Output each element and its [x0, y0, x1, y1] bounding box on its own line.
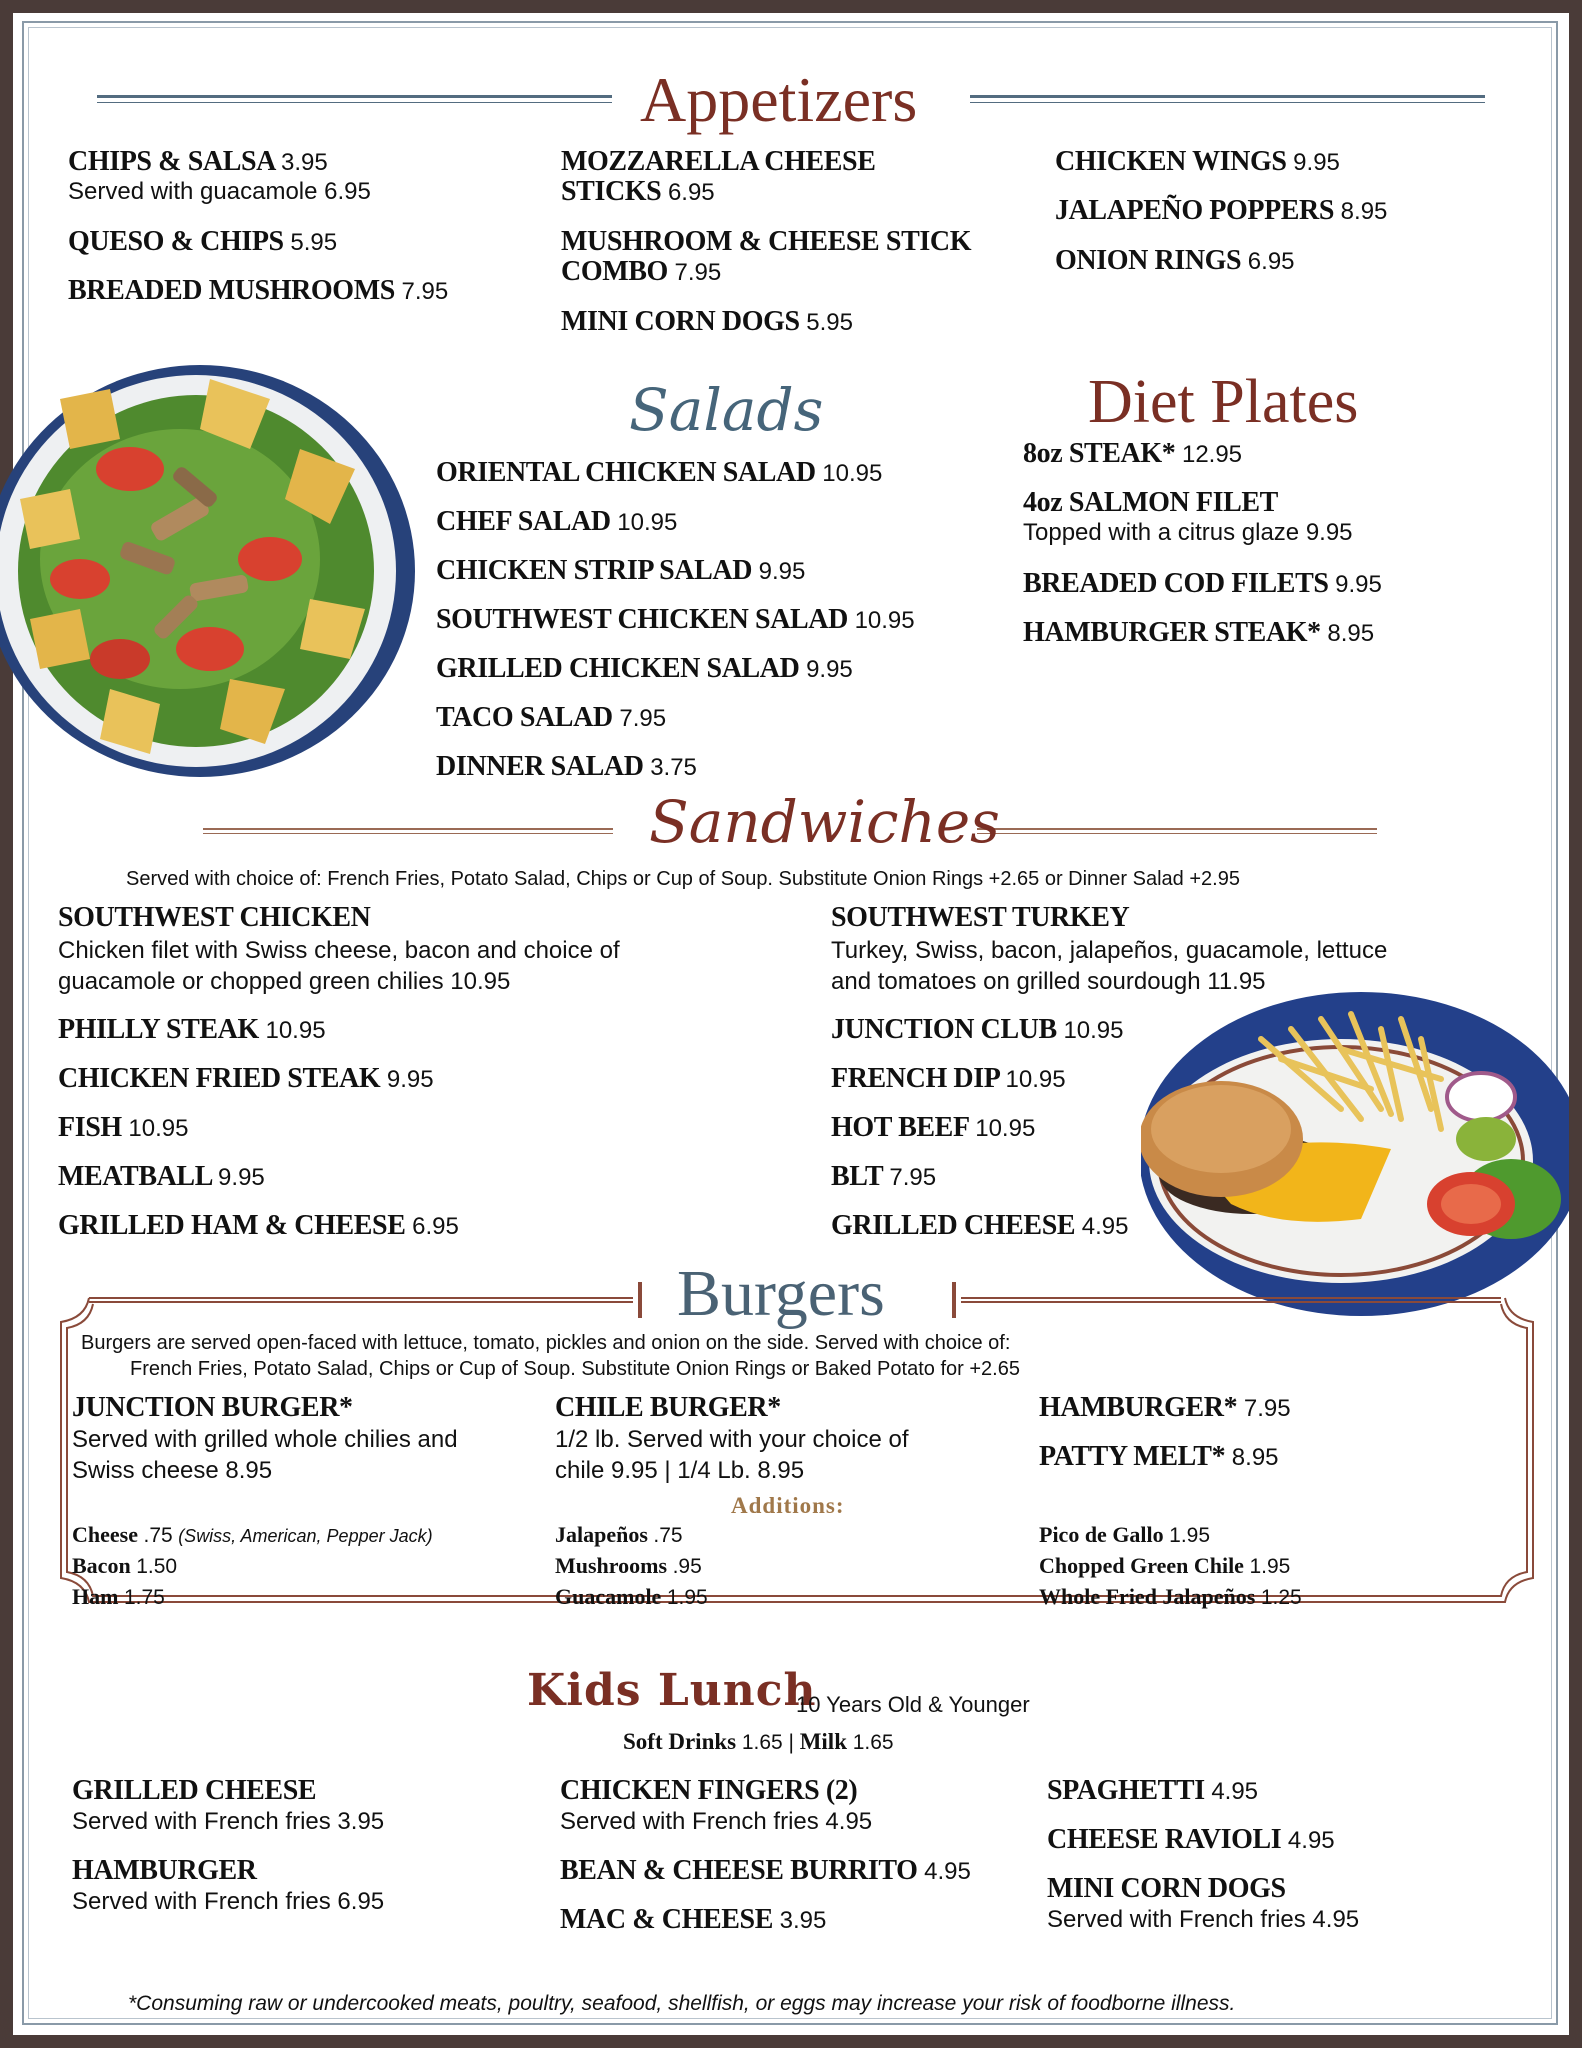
item-description: guacamole or chopped green chilies 10.95 [58, 968, 511, 995]
item-description: chile 9.95 | 1/4 Lb. 8.95 [555, 1457, 805, 1484]
item-description: Swiss cheese 8.95 [72, 1457, 273, 1484]
item-description: Served with guacamole 6.95 [68, 178, 371, 205]
item-description: Served with grilled whole chilies and [72, 1426, 458, 1453]
item-description: Served with French fries 3.95 [72, 1808, 385, 1835]
menu-item: MOZZARELLA CHEESE [561, 146, 876, 177]
sandwiches-rule-right [977, 828, 1377, 834]
menu-item: CHICKEN STRIP SALAD 9.95 [436, 555, 806, 586]
menu-item: SOUTHWEST TURKEY [831, 902, 1130, 933]
menu-item: MUSHROOM & CHEESE STICK [561, 226, 972, 257]
menu-item: HAMBURGER* 7.95 [1039, 1392, 1291, 1423]
menu-item: PHILLY STEAK 10.95 [58, 1014, 326, 1045]
item-description: Chicken filet with Swiss cheese, bacon and choice of [58, 937, 620, 964]
menu-item: CHICKEN FRIED STEAK 9.95 [58, 1063, 434, 1094]
kids-drinks: Soft Drinks 1.65 | Milk 1.65 [623, 1729, 894, 1754]
sandwiches-heading: Sandwiches [649, 788, 1000, 856]
kids-lunch-heading: Kids Lunch [527, 1665, 817, 1716]
menu-item: SPAGHETTI 4.95 [1047, 1775, 1259, 1806]
menu-item: GRILLED CHEESE 4.95 [831, 1210, 1129, 1241]
menu-item: MINI CORN DOGS [1047, 1873, 1286, 1904]
item-description: and tomatoes on grilled sourdough 11.95 [831, 968, 1266, 995]
item-description: Served with French fries 6.95 [72, 1888, 385, 1915]
menu-item: MINI CORN DOGS 5.95 [561, 306, 853, 337]
burger-plate-photo [1141, 989, 1569, 1319]
item-description: Turkey, Swiss, bacon, jalapeños, guacamole, lettuce [831, 937, 1388, 964]
food-safety-disclaimer: *Consuming raw or undercooked meats, poultry, seafood, shellfish, or eggs may increase your risk of foodborne illness. [128, 1992, 1236, 2015]
menu-item: MAC & CHEESE 3.95 [560, 1904, 827, 1935]
addition-item: Whole Fried Jalapeños 1.25 [1039, 1584, 1302, 1609]
menu-item: STICKS 6.95 [561, 176, 715, 207]
menu-item: JUNCTION BURGER* [72, 1392, 353, 1423]
item-description: Served with French fries 4.95 [560, 1808, 873, 1835]
menu-item: CHILE BURGER* [555, 1392, 781, 1423]
menu-item: BREADED COD FILETS 9.95 [1023, 568, 1382, 599]
menu-item: GRILLED HAM & CHEESE 6.95 [58, 1210, 459, 1241]
addition-item: Guacamole 1.95 [555, 1584, 708, 1609]
menu-item: MEATBALL 9.95 [58, 1161, 265, 1192]
menu-item: CHICKEN FINGERS (2) [560, 1775, 858, 1806]
salad-plate-photo [0, 359, 426, 783]
menu-item: HAMBURGER [72, 1855, 257, 1886]
menu-item: GRILLED CHEESE [72, 1775, 317, 1806]
menu-item: TACO SALAD 7.95 [436, 702, 667, 733]
addition-item: Ham 1.75 [72, 1584, 165, 1609]
burgers-note: Burgers are served open-faced with lettuce, tomato, pickles and onion on the side. Served with choice of: [81, 1332, 1011, 1354]
burgers-note: French Fries, Potato Salad, Chips or Cup of Soup. Substitute Onion Rings or Baked Potato for +2.65 [130, 1358, 1020, 1380]
menu-item: CHICKEN WINGS 9.95 [1055, 146, 1340, 177]
menu-item: BREADED MUSHROOMS 7.95 [68, 275, 449, 306]
menu-item: HAMBURGER STEAK* 8.95 [1023, 617, 1375, 648]
appetizers-heading: Appetizers [640, 64, 918, 135]
menu-item: GRILLED CHICKEN SALAD 9.95 [436, 653, 853, 684]
menu-item: COMBO 7.95 [561, 256, 722, 287]
menu-item: 8oz STEAK* 12.95 [1023, 438, 1243, 469]
item-description: Topped with a citrus glaze 9.95 [1023, 519, 1353, 546]
addition-item: Jalapeños .75 [555, 1522, 683, 1547]
menu-item: PATTY MELT* 8.95 [1039, 1441, 1279, 1472]
menu-item: CHEESE RAVIOLI 4.95 [1047, 1824, 1335, 1855]
addition-item: Cheese .75 (Swiss, American, Pepper Jack) [72, 1522, 433, 1547]
burgers-heading: Burgers [677, 1257, 885, 1330]
menu-item: FRENCH DIP 10.95 [831, 1063, 1066, 1094]
menu-item: DINNER SALAD 3.75 [436, 751, 697, 782]
menu-item: ORIENTAL CHICKEN SALAD 10.95 [436, 457, 883, 488]
menu-item: SOUTHWEST CHICKEN [58, 902, 371, 933]
addition-item: Mushrooms .95 [555, 1553, 702, 1578]
sandwiches-note: Served with choice of: French Fries, Potato Salad, Chips or Cup of Soup. Substitute Onion Rings +2.65 or Dinner Salad +2.95 [126, 868, 1240, 890]
appetizers-rule-left [97, 95, 612, 103]
menu-item: HOT BEEF 10.95 [831, 1112, 1036, 1143]
addition-item: Chopped Green Chile 1.95 [1039, 1553, 1291, 1578]
addition-item: Pico de Gallo 1.95 [1039, 1522, 1211, 1547]
menu-item: SOUTHWEST CHICKEN SALAD 10.95 [436, 604, 915, 635]
additions-heading: Additions: [731, 1493, 845, 1518]
appetizers-rule-right [970, 95, 1485, 103]
kids-age-note: 10 Years Old & Younger [796, 1692, 1030, 1717]
menu-item: 4oz SALMON FILET [1023, 487, 1278, 518]
menu-item: JUNCTION CLUB 10.95 [831, 1014, 1124, 1045]
sandwiches-rule-left [203, 828, 613, 834]
menu-item: QUESO & CHIPS 5.95 [68, 226, 338, 257]
menu-item: CHIPS & SALSA 3.95 [68, 146, 328, 177]
item-description: Served with French fries 4.95 [1047, 1906, 1360, 1933]
menu-item: FISH 10.95 [58, 1112, 189, 1143]
menu-item: BLT 7.95 [831, 1161, 937, 1192]
diet-plates-heading: Diet Plates [1088, 368, 1359, 436]
menu-item: BEAN & CHEESE BURRITO 4.95 [560, 1855, 971, 1886]
menu-item: JALAPEÑO POPPERS 8.95 [1055, 195, 1388, 226]
addition-item: Bacon 1.50 [72, 1553, 178, 1578]
item-description: 1/2 lb. Served with your choice of [555, 1426, 909, 1453]
menu-item: CHEF SALAD 10.95 [436, 506, 678, 537]
menu-page [13, 13, 1569, 2035]
menu-item: ONION RINGS 6.95 [1055, 245, 1295, 276]
salads-heading: Salads [629, 376, 824, 444]
